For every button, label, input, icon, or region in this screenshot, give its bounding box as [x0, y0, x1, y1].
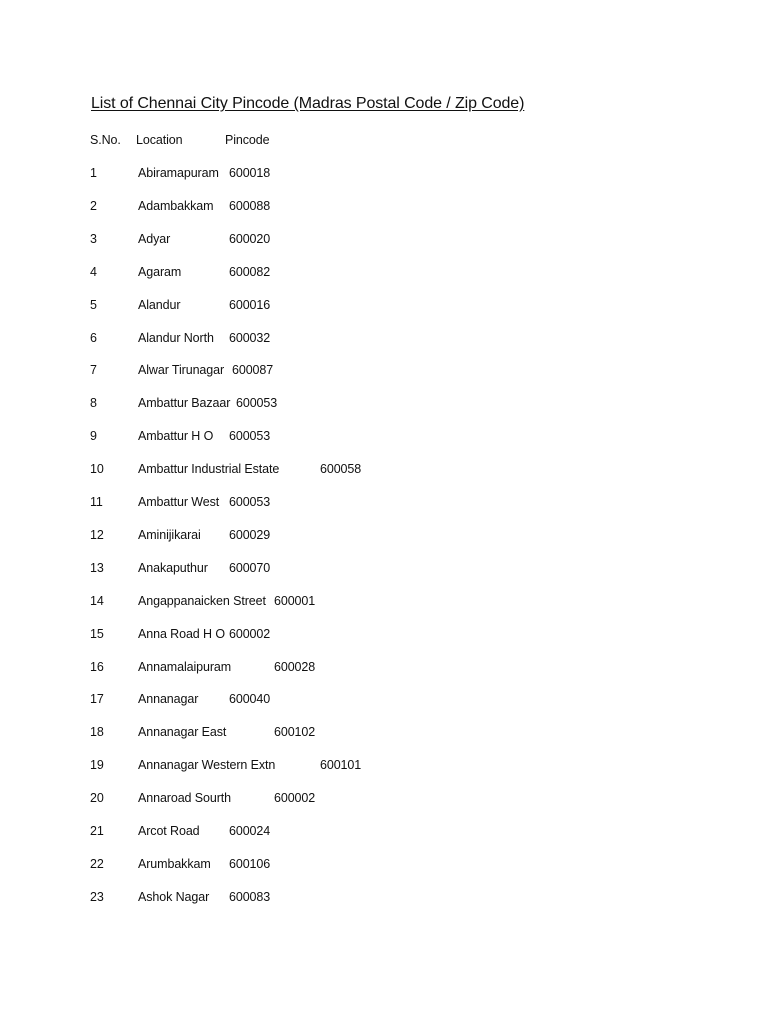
row-location: Annamalaipuram [138, 660, 232, 674]
row-sno: 20 [90, 791, 104, 805]
row-sno: 2 [90, 199, 97, 213]
row-pincode: 600002 [229, 627, 271, 641]
row-sno: 14 [90, 594, 104, 608]
row-sno: 19 [90, 758, 104, 772]
row-location: Alandur [138, 298, 181, 312]
row-pincode: 600020 [229, 232, 271, 246]
header-pincode: Pincode [225, 133, 270, 147]
row-pincode: 600070 [229, 561, 271, 575]
row-location: Agaram [138, 265, 182, 279]
row-pincode: 600053 [236, 396, 278, 410]
row-sno: 8 [90, 396, 97, 410]
row-location: Ambattur Industrial Estate [138, 462, 280, 476]
row-sno: 5 [90, 298, 97, 312]
row-pincode: 600106 [229, 857, 271, 871]
row-pincode: 600101 [320, 758, 362, 772]
page-title: List of Chennai City Pincode (Madras Postal Code / Zip Code) [91, 95, 525, 112]
row-pincode: 600018 [229, 166, 271, 180]
row-location: Angappanaicken Street [138, 594, 266, 608]
row-sno: 1 [90, 166, 97, 180]
row-location: Annanagar [138, 692, 199, 706]
row-location: Aminijikarai [138, 528, 201, 542]
header-location: Location [136, 133, 183, 147]
row-sno: 4 [90, 265, 97, 279]
header-sno: S.No. [90, 133, 121, 147]
row-location: Ambattur West [138, 495, 220, 509]
row-sno: 9 [90, 429, 97, 443]
row-location: Annanagar Western Extn [138, 758, 276, 772]
row-pincode: 600016 [229, 298, 271, 312]
row-pincode: 600082 [229, 265, 271, 279]
row-sno: 21 [90, 824, 104, 838]
row-pincode: 600040 [229, 692, 271, 706]
row-pincode: 600087 [232, 363, 274, 377]
row-pincode: 600001 [274, 594, 316, 608]
row-pincode: 600032 [229, 331, 271, 345]
row-pincode: 600088 [229, 199, 271, 213]
row-sno: 15 [90, 627, 104, 641]
row-location: Adambakkam [138, 199, 214, 213]
row-sno: 13 [90, 561, 104, 575]
row-sno: 7 [90, 363, 97, 377]
row-sno: 23 [90, 890, 104, 904]
row-pincode: 600083 [229, 890, 271, 904]
row-location: Anakaputhur [138, 561, 208, 575]
row-sno: 11 [90, 495, 103, 509]
row-sno: 18 [90, 725, 104, 739]
row-location: Anna Road H O [138, 627, 225, 641]
row-pincode: 600053 [229, 429, 271, 443]
row-pincode: 600028 [274, 660, 316, 674]
row-location: Adyar [138, 232, 171, 246]
row-sno: 16 [90, 660, 104, 674]
row-pincode: 600058 [320, 462, 362, 476]
row-sno: 12 [90, 528, 104, 542]
row-location: Ambattur Bazaar [138, 396, 231, 410]
row-sno: 22 [90, 857, 104, 871]
row-pincode: 600029 [229, 528, 271, 542]
row-sno: 3 [90, 232, 97, 246]
row-location: Ashok Nagar [138, 890, 210, 904]
row-location: Arumbakkam [138, 857, 211, 871]
row-location: Alandur North [138, 331, 214, 345]
row-pincode: 600053 [229, 495, 271, 509]
row-sno: 17 [90, 692, 104, 706]
row-location: Alwar Tirunagar [138, 363, 225, 377]
row-pincode: 600102 [274, 725, 316, 739]
row-sno: 6 [90, 331, 97, 345]
row-location: Abiramapuram [138, 166, 219, 180]
row-sno: 10 [90, 462, 104, 476]
row-pincode: 600002 [274, 791, 316, 805]
row-pincode: 600024 [229, 824, 271, 838]
row-location: Annaroad Sourth [138, 791, 232, 805]
row-location: Arcot Road [138, 824, 200, 838]
row-location: Annanagar East [138, 725, 227, 739]
row-location: Ambattur H O [138, 429, 214, 443]
